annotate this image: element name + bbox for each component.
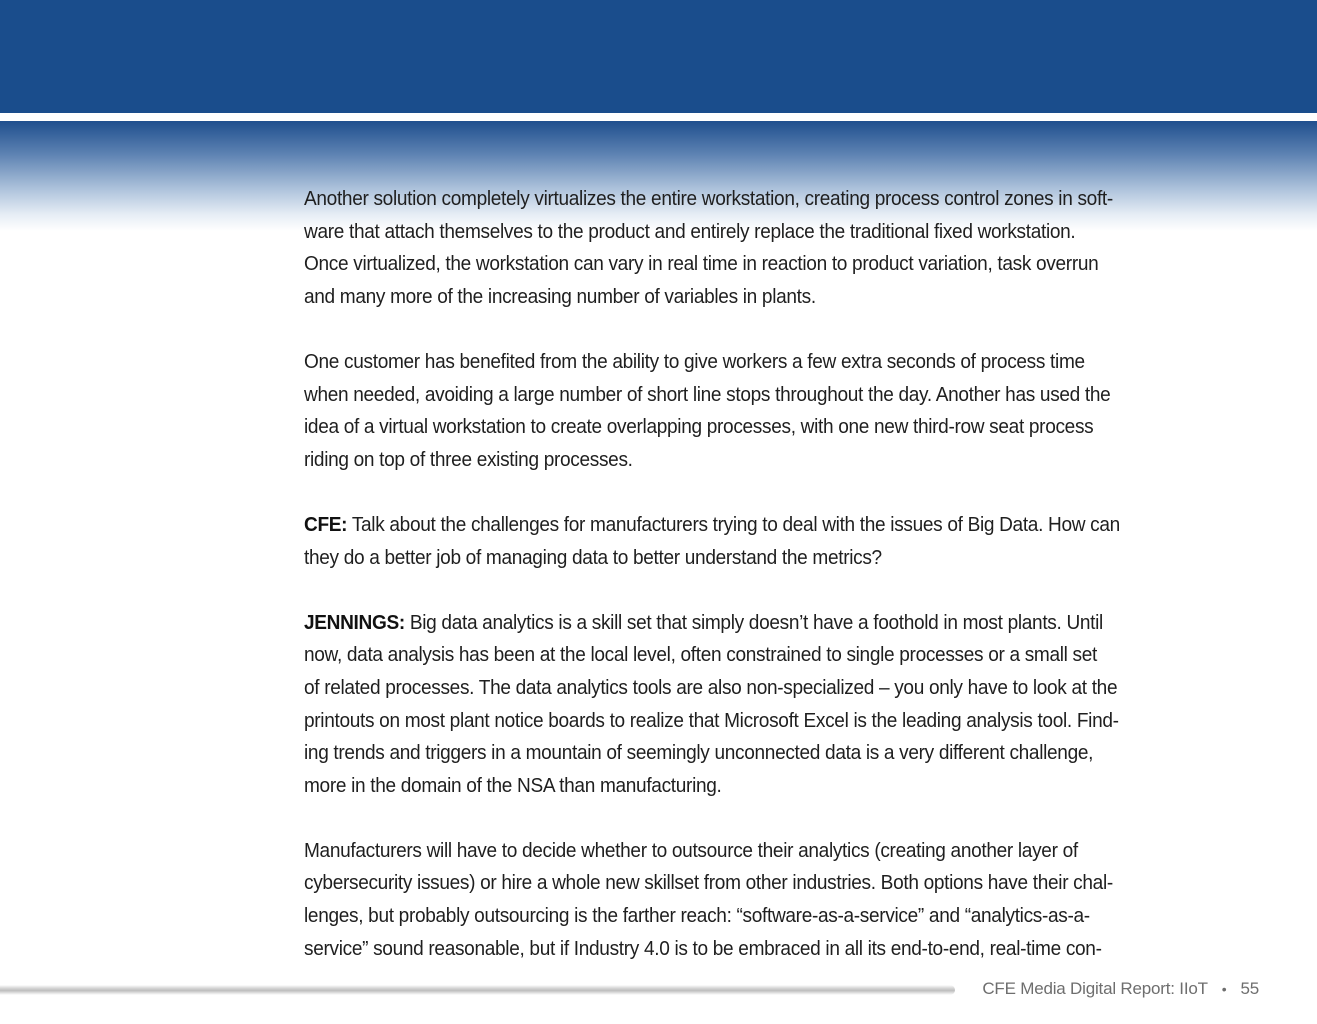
paragraph-outsourcing	[304, 835, 1197, 965]
page-number: 55	[1240, 979, 1259, 998]
question-text: Talk about the challenges for manufacturers trying to deal with the issues of Big Data. How can they do a better job of managing data to better understand the metrics?	[304, 512, 1120, 569]
answer-text: Big data analytics is a skill set that simply doesn’t have a foothold in most plants. Until now, data analysis has been at the local level, often constrained to single processes or a small set of related processes. The data analytics tools are also non-specialized – you only have to look at the printouts on most plant notice boards to realize that Microsoft Excel is the leading analysis tool. Find- ing trends and triggers in a mountain of seemingly unconnected data is a very different challenge, more in the domain of the NSA than manufacturing.	[304, 610, 1119, 797]
paragraph-text: Another solution completely virtualizes the entire workstation, creating process control zones in soft- ware that attach themselves to the product and entirely replace the traditional fixed workstation. Once virtualized, the workstation can vary in real time in reaction to product variation, task overrun and many more of the increasing number of variables in plants.	[304, 187, 1113, 308]
question-cfe	[304, 509, 1197, 574]
paragraph-text: Manufacturers will have to decide whether to outsource their analytics (creating another layer of cybersecurity issues) or hire a whole new skillset from other industries. Both options have their chal- lenges, but probably outsourcing is the farther reach: “software-as-a-service” and “analytics-as-a- service” sound reasonable, but if Industry 4.0 is to be embraced in all its end-to-end, real-time con-	[304, 838, 1113, 960]
answer-jennings	[304, 607, 1197, 803]
paragraph-text: One customer has benefited from the ability to give workers a few extra seconds of process time when needed, avoiding a large number of short line stops throughout the day. Another has used the idea of a virtual workstation to create overlapping processes, with one new third-row seat process riding on top of three existing processes.	[304, 349, 1111, 471]
bullet-separator: •	[1221, 981, 1227, 997]
header-rule	[0, 113, 1317, 121]
article-body	[304, 183, 1197, 998]
page-footer	[982, 979, 1259, 999]
header-band	[0, 0, 1317, 113]
paragraph-virtual-workstation	[304, 183, 1197, 313]
speaker-label: CFE:	[304, 512, 348, 536]
footer-rule	[0, 985, 955, 995]
paragraph-customer-benefit	[304, 346, 1197, 476]
speaker-label: JENNINGS:	[304, 610, 405, 634]
publication-title: CFE Media Digital Report: IIoT	[982, 979, 1208, 998]
